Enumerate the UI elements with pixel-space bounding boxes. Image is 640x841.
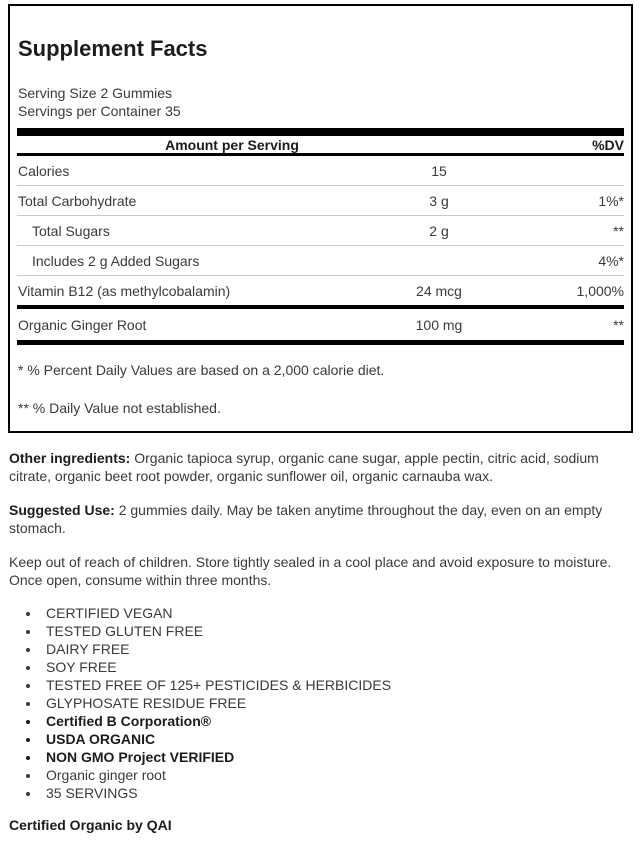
feature-item: • TESTED FREE OF 125+ PESTICIDES & HERBICIDES	[41, 676, 640, 694]
amount-per-serving-header: Amount per Serving	[165, 136, 299, 153]
feature-item: • 35 SERVINGS	[41, 784, 640, 802]
dv-header: %DV	[592, 136, 624, 153]
serving-info	[18, 84, 624, 120]
nutrient-name: Includes 2 g Added Sugars	[32, 252, 200, 269]
nutrient-dv: 4%*	[598, 252, 624, 269]
feature-item: • USDA ORGANIC	[41, 730, 640, 748]
nutrient-amount: 3 g	[429, 192, 449, 209]
thick-divider-bar	[17, 128, 624, 136]
certified-organic-line: Certified Organic by QAI	[9, 817, 172, 833]
supplement-facts-panel	[8, 4, 633, 433]
nutrient-name: Organic Ginger Root	[18, 316, 147, 333]
other-ingredients-text: Organic tapioca syrup, organic cane sugar, apple pectin, citric acid, sodium citrate, organic beet root powder, organic sunflower oil, organic carnauba wax.	[9, 450, 599, 484]
table-header-row	[17, 136, 624, 156]
nutrient-name: Calories	[18, 162, 70, 179]
suggested-use-paragraph	[9, 501, 630, 537]
nutrient-dv: **	[613, 222, 624, 239]
table-row	[17, 246, 624, 276]
feature-item: • Organic ginger root	[41, 766, 640, 784]
feature-item: • DAIRY FREE	[41, 640, 640, 658]
nutrient-name: Vitamin B12 (as methylcobalamin)	[18, 282, 231, 299]
table-row	[17, 276, 624, 309]
nutrient-dv: **	[613, 316, 624, 333]
nutrient-name: Total Carbohydrate	[18, 192, 137, 209]
table-row	[17, 309, 624, 345]
panel-title: Supplement Facts	[18, 36, 208, 61]
feature-item: • GLYPHOSATE RESIDUE FREE	[41, 694, 640, 712]
storage-warning-paragraph: Keep out of reach of children. Store tightly sealed in a cool place and avoid exposure to moisture. Once open, consume within three months.	[9, 554, 612, 588]
nutrient-amount: 24 mcg	[416, 282, 462, 299]
feature-item: • TESTED GLUTEN FREE	[41, 622, 640, 640]
table-row	[17, 156, 624, 186]
nutrient-amount: 15	[431, 162, 447, 179]
other-ingredients-paragraph	[9, 449, 630, 485]
suggested-use-label: Suggested Use:	[9, 502, 115, 518]
table-row	[17, 216, 624, 246]
nutrient-name: Total Sugars	[32, 222, 110, 239]
suggested-use-text: 2 gummies daily. May be taken anytime throughout the day, even on an empty stomach.	[9, 502, 603, 536]
footnote-daily-values: * % Percent Daily Values are based on a 2,000 calorie diet.	[18, 362, 385, 378]
servings-per-container: Servings per Container 35	[18, 103, 181, 119]
facts-table-rows	[17, 156, 624, 345]
feature-item: • NON GMO Project VERIFIED	[41, 748, 640, 766]
nutrient-amount: 2 g	[429, 222, 449, 239]
feature-bullet-list	[0, 604, 640, 802]
table-row	[17, 186, 624, 216]
feature-item: • Certified B Corporation®	[41, 712, 640, 730]
footnote-not-established: ** % Daily Value not established.	[18, 400, 221, 416]
nutrient-dv: 1,000%	[576, 282, 624, 299]
serving-size: Serving Size 2 Gummies	[18, 85, 173, 101]
nutrient-amount: 100 mg	[415, 316, 463, 333]
feature-item: • CERTIFIED VEGAN	[41, 604, 640, 622]
other-ingredients-label: Other ingredients:	[9, 450, 131, 466]
feature-item: • SOY FREE	[41, 658, 640, 676]
nutrient-dv: 1%*	[598, 192, 624, 209]
